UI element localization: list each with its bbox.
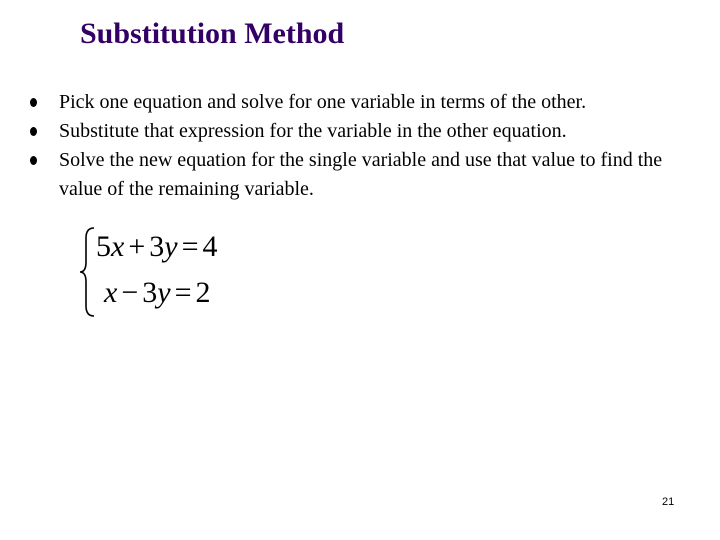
bullet-item — [30, 146, 710, 204]
eq1-operator: + — [128, 230, 146, 263]
bullet-text: Solve the new equation for the single variable and use that value to find the value of the remaining variable. — [59, 149, 663, 200]
equation-system — [78, 226, 298, 318]
page-number: 21 — [662, 496, 675, 508]
eq1-rhs: 4 — [202, 230, 218, 263]
equation-2 — [104, 278, 211, 308]
bullet-item — [30, 117, 710, 146]
bullet-list — [30, 88, 710, 204]
eq2-equals: = — [174, 276, 192, 309]
eq1-variable-x: x — [111, 230, 125, 263]
eq2-variable-y: y — [157, 276, 171, 309]
bullet-text: Pick one equation and solve for one variable in terms of the other. — [59, 91, 587, 113]
bullet-dot-icon — [30, 156, 37, 165]
eq2-variable-x: x — [104, 276, 118, 309]
equation-1 — [96, 232, 218, 262]
eq2-coefficient-2: 3 — [142, 276, 158, 309]
left-brace-icon — [78, 226, 96, 318]
eq1-equals: = — [181, 230, 199, 263]
eq1-coefficient-1: 5 — [96, 230, 111, 263]
eq1-variable-y: y — [164, 230, 178, 263]
bullet-dot-icon — [30, 98, 37, 107]
eq1-coefficient-2: 3 — [149, 230, 165, 263]
eq2-operator: − — [121, 276, 139, 309]
bullet-item — [30, 88, 710, 117]
eq2-rhs: 2 — [195, 276, 211, 309]
bullet-text: Substitute that expression for the variable in the other equation. — [59, 120, 567, 142]
bullet-dot-icon — [30, 127, 37, 136]
slide-title: Substitution Method — [80, 17, 345, 50]
